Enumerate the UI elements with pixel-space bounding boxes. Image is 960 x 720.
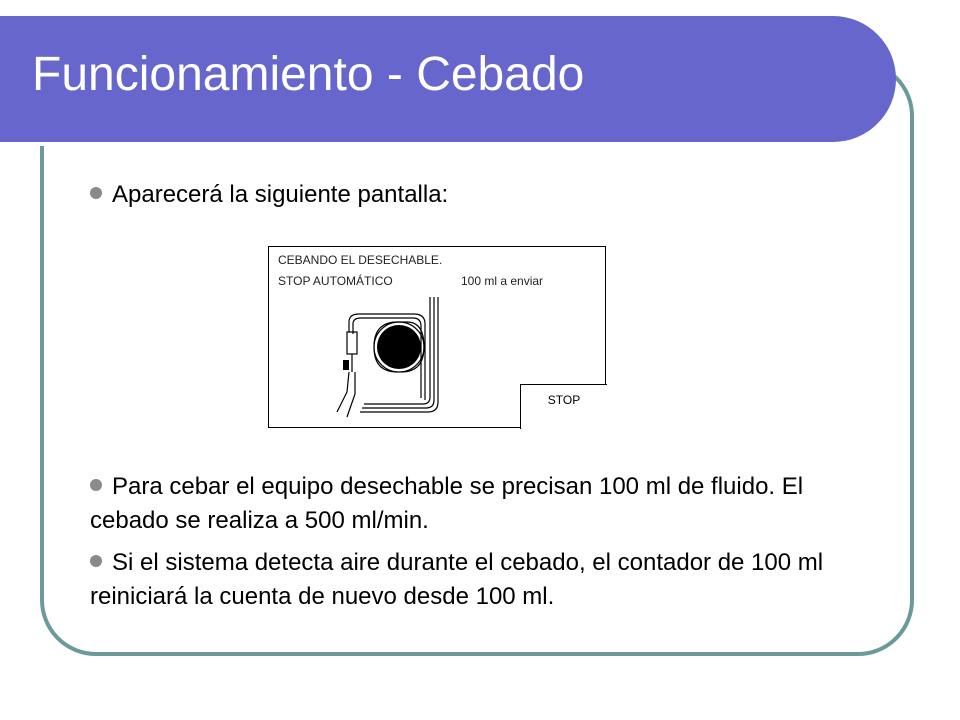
device-auto-stop-label: STOP AUTOMÁTICO (278, 274, 393, 288)
title-underline (0, 142, 850, 146)
bullet-item-2 (90, 470, 880, 538)
bullet-item-1 (90, 178, 880, 212)
bullet-item-3 (90, 546, 880, 614)
stop-button[interactable]: STOP (520, 384, 607, 429)
bullet-text-1: Aparecerá la siguiente pantalla: (112, 181, 449, 208)
bullet-text-2: Para cebar el equipo desechable se precisan 100 ml de fluido. El cebado se realiza a 500 ml/min. (90, 473, 804, 534)
bullet-icon (90, 187, 102, 199)
device-screen (268, 246, 606, 428)
bullet-text-3: Si el sistema detecta aire durante el cebado, el contador de 100 ml reiniciará la cuenta de nuevo desde 100 ml. (90, 549, 824, 610)
bullet-icon (90, 479, 102, 491)
bullet-icon (90, 555, 102, 567)
slide-title: Funcionamiento - Cebado (32, 48, 585, 101)
device-status-line: CEBANDO EL DESECHABLE. (278, 253, 443, 267)
disposable-set-icon (329, 292, 459, 422)
device-amount-label: 100 ml a enviar (461, 274, 544, 288)
